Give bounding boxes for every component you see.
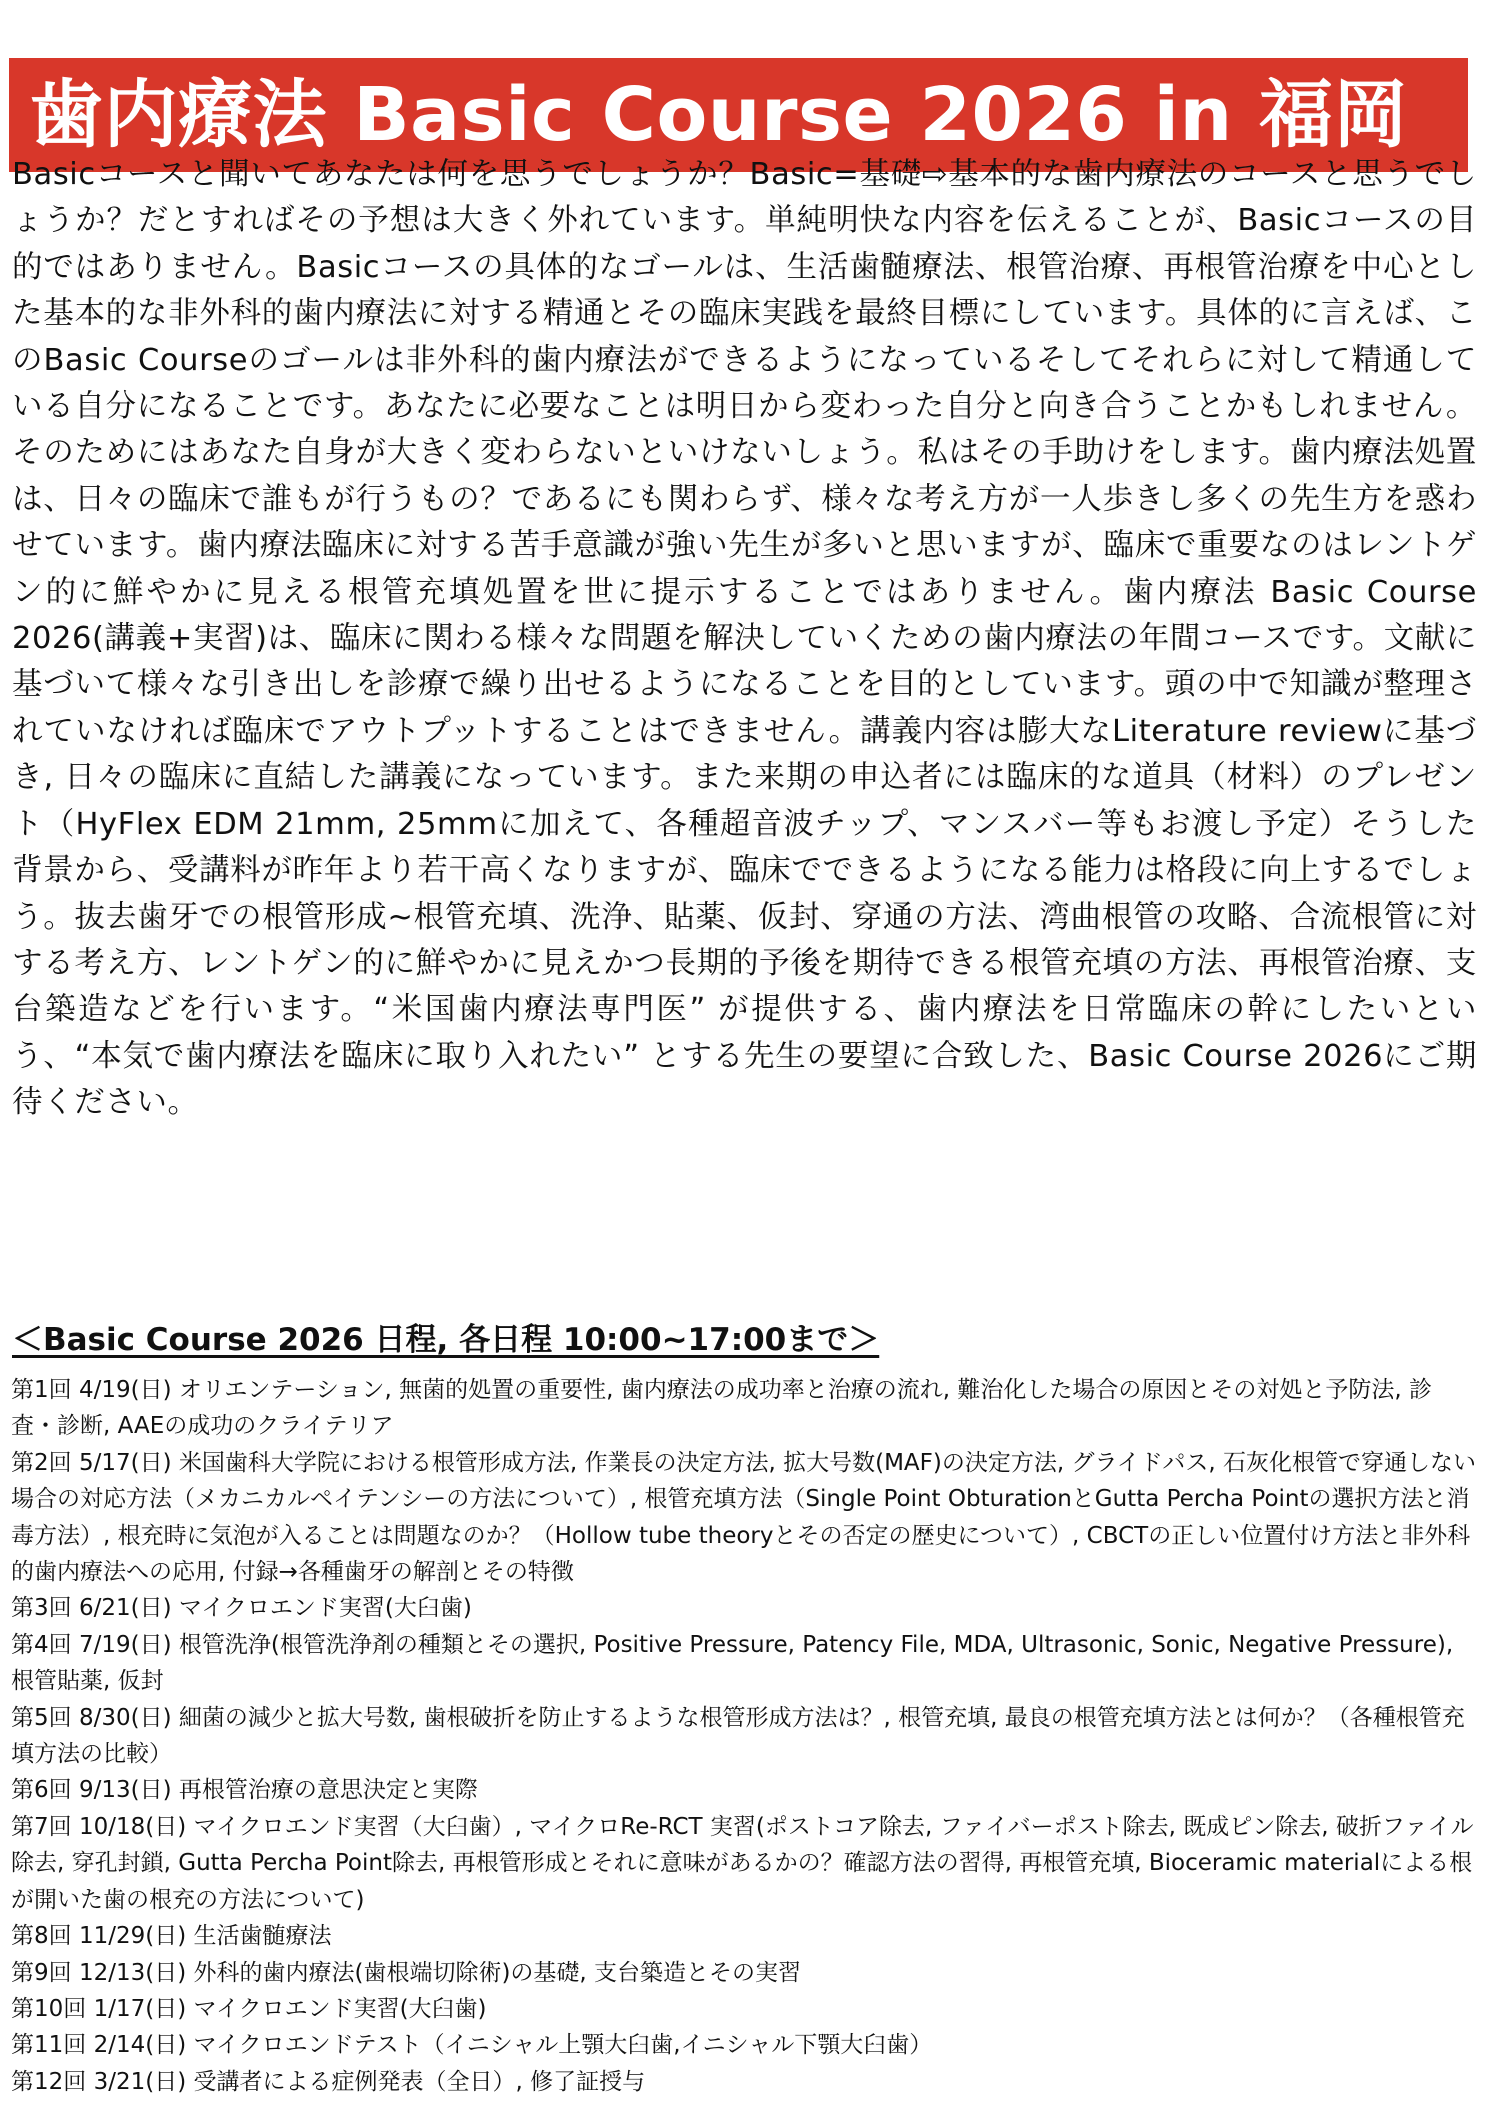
schedule-item-1: 第1回 4/19(日) オリエンテーション, 無菌的処置の重要性, 歯内療法の成功率と治療の流れ, 難治化した場合の原因とその対処と予防法, 診査・診断, AAEの成功のクライテリア <box>11 1377 1432 1440</box>
schedule-list <box>11 1372 1476 2100</box>
schedule-heading: ＜Basic Course 2026 日程, 各日程 10:00~17:00まで＞ <box>12 1322 880 1358</box>
schedule-item-12: 第12回 3/21(日) 受講者による症例発表（全日）, 修了証授与 <box>11 2068 646 2095</box>
schedule-item-5: 第5回 8/30(日) 細菌の減少と拡大号数, 歯根破折を防止するような根管形成方法は？, 根管充填, 最良の根管充填方法とは何か？（各種根管充填方法の比較） <box>11 1704 1465 1768</box>
page-title: 歯内療法 Basic Course 2026 in 福岡 <box>9 58 1468 172</box>
schedule-item-4: 第4回 7/19(日) 根管洗浄(根管洗浄剤の種類とその選択, Positive Pressure, Patency File, MDA, Ultrasonic, Sonic, Negative Pressure), 根管貼薬, 仮封 <box>11 1631 1454 1695</box>
schedule-item-2: 第2回 5/17(日) 米国歯科大学院における根管形成方法, 作業長の決定方法, 拡大号数(MAF)の決定方法, グライドパス, 石灰化根管で穿通しない場合の対応方法（メカニカルペイテンシーの方法について）, 根管充填方法（Single Point ObturationとGutta Percha Pointの選択方法と消毒方法）, 根充時に気泡が入ることは問題なのか？（Hollow tube theoryとその否定の歴史について）, CBCTの正しい位置付け方法と非外科的歯内療法への応用, 付録→各種歯牙の解剖とその特徴 <box>11 1449 1476 1586</box>
intro-paragraph: Basicコースと聞いてあなたは何を思うでしょうか？Basic=基礎⇨基本的な歯内療法のコースと思うでしょうか？だとすればその予想は大きく外れています。単純明快な内容を伝えることが、Basicコースの目的ではありません。Basicコースの具体的なゴールは、生活歯髄療法、根管治療、再根管治療を中心とした基本的な非外科的歯内療法に対する精通とその臨床実践を最終目標にしています。具体的に言えば、このBasic Courseのゴールは非外科的歯内療法ができるようになっているそしてそれらに対して精通している自分になることです。あなたに必要なことは明日から変わった自分と向き合うことかもしれません。そのためにはあなた自身が大きく変わらないといけないしょう。私はその手助けをします。歯内療法処置は、日々の臨床で誰もが行うもの？であるにも関わらず、様々な考え方が一人歩きし多くの先生方を惑わせています。歯内療法臨床に対する苦手意識が強い先生が多いと思いますが、臨床で重要なのはレントゲン的に鮮やかに見える根管充填処置を世に提示することではありません。歯内療法 Basic Course 2026(講義+実習)は、臨床に関わる様々な問題を解決していくための歯内療法の年間コースです。文献に基づいて様々な引き出しを診療で繰り出せるようになることを目的としています。頭の中で知識が整理されていなければ臨床でアウトプットすることはできません。講義内容は膨大なLiterature reviewに基づき, 日々の臨床に直結した講義になっています。また来期の申込者には臨床的な道具（材料）のプレゼント（HyFlex EDM 21mm, 25mmに加えて、各種超音波チップ、マンスバー等もお渡し予定）そうした背景から、受講料が昨年より若干高くなりますが、臨床でできるようになる能力は格段に向上するでしょう。抜去歯牙での根管形成~根管充填、洗浄、貼薬、仮封、穿通の方法、湾曲根管の攻略、合流根管に対する考え方、レントゲン的に鮮やかに見えかつ長期的予後を期待できる根管充填の方法、再根管治療、支台築造などを行います。“米国歯内療法専門医” が提供する、歯内療法を日常臨床の幹にしたいという、“本気で歯内療法を臨床に取り入れたい” とする先生の要望に合致した、Basic Course 2026にご期待ください。 <box>12 157 1477 1121</box>
schedule-item-8: 第8回 11/29(日) 生活歯髄療法 <box>11 1923 332 1950</box>
schedule-item-3: 第3回 6/21(日) マイクロエンド実習(大臼歯) <box>11 1595 472 1622</box>
schedule-item-6: 第6回 9/13(日) 再根管治療の意思決定と実際 <box>11 1777 478 1804</box>
schedule-item-9: 第9回 12/13(日) 外科的歯内療法(歯根端切除術)の基礎, 支台築造とその実習 <box>11 1959 802 1986</box>
schedule-item-10: 第10回 1/17(日) マイクロエンド実習(大臼歯) <box>11 1995 487 2022</box>
schedule-item-11: 第11回 2/14(日) マイクロエンドテスト（イニシャル上顎大臼歯,イニシャル下顎大臼歯） <box>11 2032 933 2059</box>
schedule-item-7: 第7回 10/18(日) マイクロエンド実習（大臼歯）, マイクロRe-RCT 実習(ポストコア除去, ファイバーポスト除去, 既成ピン除去, 破折ファイル除去, 穿孔封鎖, Gutta Percha Point除去, 再根管形成とそれに意味があるかの？確認方法の習得, 再根管充填, Bioceramic materialによる根が開いた歯の根充の方法について) <box>11 1813 1474 1913</box>
